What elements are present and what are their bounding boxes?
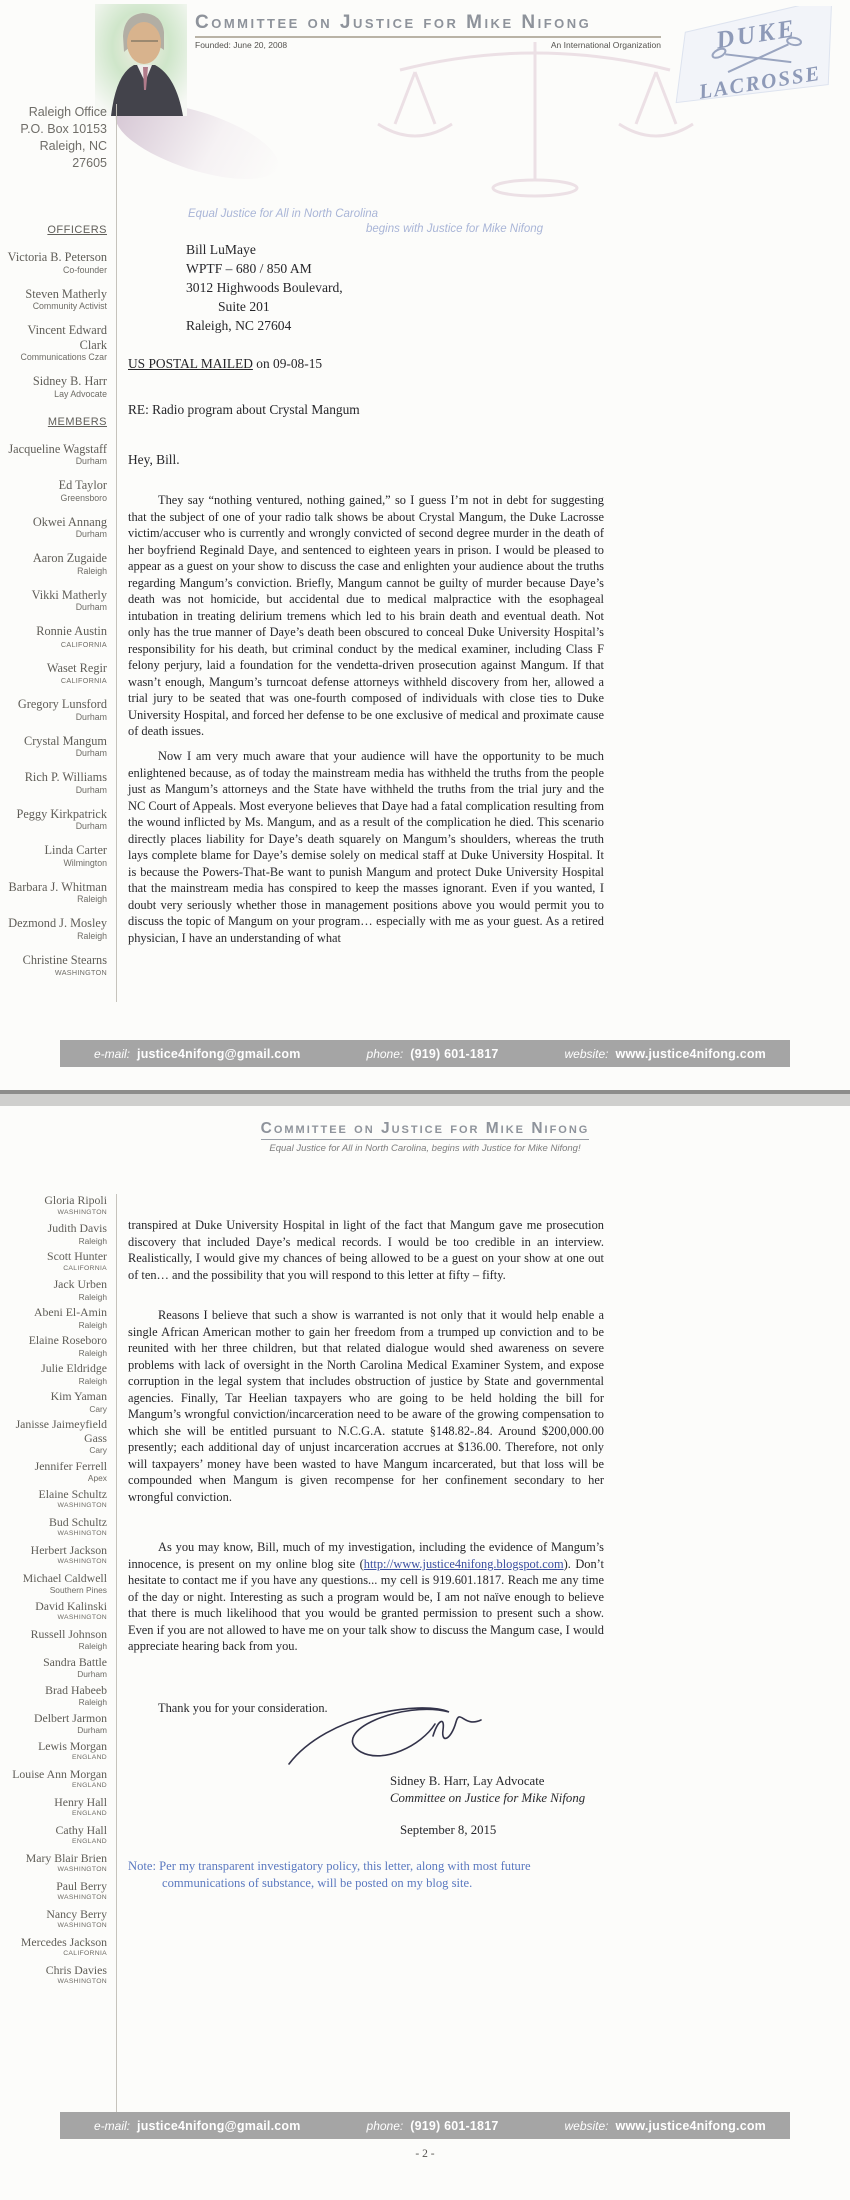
member-location: Wilmington <box>63 857 107 868</box>
tagline-left: Equal Justice for All in North Carolina <box>188 208 379 220</box>
member-location: WASHINGTON <box>54 968 107 977</box>
email-label: e-mail: <box>94 1046 131 1061</box>
member-name: Delbert Jarmon <box>33 1710 107 1725</box>
footer-email <box>94 2119 301 2133</box>
body-paragraph-1: They say “nothing ventured, nothing gained,” so I guess I’m not in debt for suggesting that the subject of one of your radio talk shows be about Crystal Mangum, the Duke Lacrosse victim/accuser who is currently and wrongly convicted of second degree murder in the death of her boyfriend Reginald Daye, and sentenced to eighteen years in prison. I would be pleased to appear as a guest on your show to discuss the case and enlighten your audience about the truths regarding Mangum’s conviction. Briefly, Mangum cannot be guilty of murder because Daye’s death was not homicide, but accidental due to medical malpractice with the esophageal intubation in treating delirium tremens which led to his brain death and eventual death. Not only has the true manner of Daye’s death been obscured to conceal Duke University Hospital’s responsibility for his death, but criminal conduct by the medical examiner, including Class F felony perjury, laid a foundation for the vendetta-driven prosecution against Mangum. If that wasn’t enough, Mangum’s turncoat defense attorneys withheld discovery from her, allowed a trial jury to be seated that was one-fourth composed of individuals with close ties to Duke University Hospital, and forced her defense to be one exclusive of medical and proximate cause of death issues. <box>128 493 604 739</box>
paragraph-5-before-link: As you may know, Bill, much of my investigation, including the evidence of Mangum’s innocence, is present on my online blog site ( <box>128 1540 604 1571</box>
member-name: Michael Caldwell <box>22 1570 107 1585</box>
member-location: Raleigh <box>78 1291 107 1302</box>
member-location: WASHINGTON <box>57 1614 107 1621</box>
member-entry <box>6 916 107 942</box>
blog-site-link[interactable]: http://www.justice4nifong.blogspot.com <box>363 1556 564 1571</box>
sidebar-page-1 <box>6 104 117 1002</box>
mailing-method-line <box>128 356 322 372</box>
member-name: Barbara J. Whitman <box>8 879 107 894</box>
member-entry <box>6 1796 107 1820</box>
member-name: Waset Regir <box>46 660 107 675</box>
member-location: Durham <box>77 1725 107 1735</box>
member-entry <box>6 1852 107 1876</box>
officer-role: Co-founder <box>62 264 107 275</box>
member-entry <box>6 1488 107 1512</box>
member-name: Okwei Annang <box>32 514 107 529</box>
officer-entry <box>6 287 107 313</box>
body-paragraph-2: Now I am very much aware that your audience will have the opportunity to be much enlightened because, as of today the mainstream media has withheld the truths from the people just as Mangum’s attorneys and the State have withheld the truths from the trial jury and the NC Court of Appeals. Most everyone believes that Daye had a fatal complication resulting from the wound inflicted by Ms. Mangum, and as a result of the complication he died. This scenario directly places liability for Daye’s death squarely on Mangum’s shoulders, whereas the truth lays complete blame for Daye’s demise solely on medical staff at Duke University Hospital. It is because the Powers-That-Be want to punish Mangum and protect Duke University Hospital that the mainstream media has conspired to keep the masses ignorant. Even if you wanted, I doubt very seriously whether those in management positions above you would permit you to discuss the topic of Mangum on your program… especially with me as your guest. As a retired physician, I have an understanding of what <box>128 749 604 945</box>
handwritten-signature <box>283 1698 493 1776</box>
member-name: Ronnie Austin <box>36 624 107 638</box>
letter-page-2 <box>0 1106 850 2200</box>
member-name: Mary Blair Brien <box>25 1850 107 1865</box>
phone-label: phone: <box>366 2118 404 2133</box>
member-name: Judith Davis <box>47 1221 107 1235</box>
member-entry <box>6 1418 107 1455</box>
member-entry <box>6 1768 107 1792</box>
member-location: Southern Pines <box>49 1585 107 1595</box>
email-value: justice4nifong@gmail.com <box>137 1046 301 1061</box>
founded-date: Founded: June 20, 2008 <box>195 40 288 50</box>
body-paragraph-3: transpired at Duke University Hospital in light of the fact that Mangum gave me prosecution discovery that included Daye’s medical records. I would be too credible in an interview. Realistically, I would give my chances of being allowed to be a guest on your show at one out of ten… and the possibility that you will respond to this letter at fifty – fifty. <box>128 1218 604 1282</box>
raleigh-office-address <box>6 104 107 172</box>
member-name: Mercedes Jackson <box>20 1934 107 1949</box>
member-entry <box>6 1460 107 1484</box>
member-name: Nancy Berry <box>46 1906 107 1921</box>
member-entry <box>6 1278 107 1302</box>
member-entry <box>6 515 107 541</box>
recipient-address-line: 3012 Highwoods Boulevard, <box>186 280 343 295</box>
member-location: Raleigh <box>78 1697 107 1707</box>
page-2-subtitle: Equal Justice for All in North Carolina, begins with Justice for Mike Nifong! <box>269 1143 581 1154</box>
recipient-address-line: Raleigh, NC 27604 <box>186 318 292 333</box>
mailing-method-underlined: US POSTAL MAILED <box>128 356 253 371</box>
email-value: justice4nifong@gmail.com <box>137 2118 301 2133</box>
member-name: Jack Urben <box>53 1277 107 1291</box>
member-name: Abeni El-Amin <box>33 1305 107 1319</box>
member-entry <box>6 1880 107 1904</box>
member-entry <box>6 661 107 687</box>
officer-name: Steven Matherly <box>25 286 107 301</box>
member-name: Dezmond J. Mosley <box>8 916 107 930</box>
member-name: Russell Johnson <box>30 1626 107 1641</box>
member-name: Brad Habeeb <box>45 1682 107 1697</box>
member-name: Lewis Morgan <box>38 1738 107 1753</box>
member-location: CALIFORNIA <box>63 1950 107 1957</box>
member-name: Crystal Mangum <box>24 733 107 748</box>
member-name: Janisse Jaimeyfield Gass <box>15 1417 107 1445</box>
recipient-address <box>186 240 343 335</box>
member-entry <box>6 1600 107 1624</box>
email-label: e-mail: <box>94 2118 131 2133</box>
officers-list <box>6 250 107 400</box>
office-address-line: P.O. Box 10153 <box>20 122 107 136</box>
pennant-text-lacrosse: LACROSSE <box>697 60 823 104</box>
member-name: David Kalinski <box>35 1598 107 1613</box>
phone-label: phone: <box>366 1046 404 1061</box>
member-entry <box>6 1712 107 1736</box>
footer-bar-page-2 <box>60 2112 790 2139</box>
member-location: WASHINGTON <box>57 1558 107 1565</box>
member-location: Durham <box>75 602 107 612</box>
members-list-page-1 <box>6 442 107 979</box>
member-location: WASHINGTON <box>57 1502 107 1509</box>
member-location: Raleigh <box>77 565 107 576</box>
member-name: Henry Hall <box>54 1794 107 1809</box>
recipient-address-line: Suite 201 <box>218 299 270 314</box>
phone-value: (919) 601-1817 <box>410 1046 499 1061</box>
org-subtitle: An International Organization <box>550 40 661 50</box>
office-address-line: 27605 <box>72 156 107 170</box>
member-entry <box>6 1516 107 1540</box>
signature-name: Sidney B. Harr, Lay Advocate <box>390 1774 545 1788</box>
footer-email <box>94 1047 301 1061</box>
officer-role: Lay Advocate <box>54 388 107 399</box>
tagline-right: begins with Justice for Mike Nifong <box>366 223 544 235</box>
members-list-page-2 <box>6 1194 107 1987</box>
member-name: Christine Stearns <box>22 952 107 967</box>
member-entry <box>6 1656 107 1680</box>
member-location: ENGLAND <box>72 1838 107 1845</box>
member-entry <box>6 551 107 577</box>
phone-value: (919) 601-1817 <box>410 2118 499 2133</box>
member-location: WASHINGTON <box>57 1978 107 1985</box>
body-paragraph-4: Reasons I believe that such a show is warranted is not only that it would help enable a single African American mother to gain her freedom from a trumped up conviction and to be reunited with her three children, but that related dialogue would shed awareness on severe problems with lack of oversight in the North Carolina Medical Examiner System, and expose corruption in the legal system that includes obstruction of justice by State and governmental agencies. Finally, Tar Heelian taxpayers who are going to be held holding the bill for Mangum’s wrongful conviction/incarceration need to be aware of the growing compensation to which she will be entitled pursuant to N.C.G.A. statute §148.82-.84. Around $200,000.00 presently; each additional day of unjust incarceration accrues at $136.00. Therefore, not only will taxpayers’ money have been wasted to have Mangum incarcerated, but that loss will be compounded when Mangum is given recompense for her confinement secondary to her wrongful conviction. <box>128 1308 604 1504</box>
member-location: Durham <box>75 748 107 758</box>
member-entry <box>6 1250 107 1274</box>
member-entry <box>6 1964 107 1988</box>
office-address-line: Raleigh, NC <box>39 139 107 153</box>
footer-phone <box>367 2119 499 2133</box>
pennant-text-duke: DUKE <box>714 14 799 55</box>
member-location: Raleigh <box>78 1347 107 1358</box>
member-entry <box>6 442 107 468</box>
footer-website <box>564 2119 766 2133</box>
member-name: Linda Carter <box>44 843 107 857</box>
member-location: Raleigh <box>78 1641 107 1651</box>
member-name: Vikki Matherly <box>31 587 107 602</box>
member-name: Peggy Kirkpatrick <box>16 806 107 821</box>
member-location: Durham <box>75 529 107 539</box>
member-name: Elaine Roseboro <box>28 1333 107 1347</box>
member-location: Greensboro <box>60 492 107 503</box>
member-name: Cathy Hall <box>55 1822 107 1837</box>
sidebar-page-2 <box>6 1194 117 2124</box>
member-name: Scott Hunter <box>47 1249 107 1263</box>
officer-name: Sidney B. Harr <box>32 374 107 388</box>
member-name: Gloria Ripoli <box>44 1193 107 1207</box>
page-2-title: Committee on Justice for Mike Nifong <box>261 1120 590 1140</box>
member-location: Raleigh <box>78 1375 107 1386</box>
website-label: website: <box>564 2118 609 2133</box>
member-location: WASHINGTON <box>57 1866 107 1873</box>
officer-name: Victoria B. Peterson <box>7 250 107 264</box>
member-entry <box>6 880 107 906</box>
officers-heading: OFFICERS <box>47 224 107 236</box>
footer-phone <box>367 1047 499 1061</box>
officer-entry <box>6 323 107 363</box>
letterhead <box>195 12 661 50</box>
member-entry <box>6 478 107 504</box>
member-location: Durham <box>75 711 107 722</box>
member-entry <box>6 697 107 723</box>
member-entry <box>6 1824 107 1848</box>
member-name: Elaine Schultz <box>38 1486 107 1501</box>
member-name: Sandra Battle <box>43 1654 107 1669</box>
member-name: Jennifer Ferrell <box>34 1458 107 1473</box>
page-number: - 2 - <box>415 2148 435 2160</box>
salutation: Hey, Bill. <box>128 452 180 467</box>
member-entry <box>6 588 107 614</box>
member-location: CALIFORNIA <box>60 639 107 649</box>
member-entry <box>6 734 107 760</box>
member-location: Raleigh <box>77 894 107 904</box>
member-entry <box>6 1390 107 1414</box>
signature-organization: Committee on Justice for Mike Nifong <box>390 1791 586 1805</box>
member-location: CALIFORNIA <box>63 1264 107 1272</box>
member-entry <box>6 1334 107 1358</box>
member-name: Aaron Zugaide <box>32 551 107 565</box>
member-location: CALIFORNIA <box>60 676 107 685</box>
member-name: Chris Davies <box>45 1962 107 1977</box>
member-entry <box>6 1194 107 1218</box>
officer-role: Communications Czar <box>20 352 107 362</box>
member-name: Paul Berry <box>56 1878 107 1893</box>
member-entry <box>6 807 107 833</box>
member-location: WASHINGTON <box>57 1922 107 1929</box>
officer-entry <box>6 250 107 276</box>
member-entry <box>6 1222 107 1246</box>
member-name: Julie Eldridge <box>41 1361 107 1375</box>
member-entry <box>6 843 107 869</box>
paragraph-5-after-link: ). Don’t hesitate to contact me if you have any questions... my cell is 919.601.1817. Reach me any time of the day or night. Interesting as such a program would be, I am not naïve enough to believe that there is much likelihood that you would be granted permission to present such a show. Even if you are not allowed to have me on your talk show to discuss the Mangum case, I would appreciate hearing back from you. <box>128 1556 604 1654</box>
member-entry <box>6 1628 107 1652</box>
member-name: Herbert Jackson <box>30 1542 107 1557</box>
body-paragraph-5 <box>128 1539 604 1655</box>
member-entry <box>6 1544 107 1568</box>
member-location: Durham <box>75 821 107 831</box>
member-entry <box>6 1306 107 1330</box>
member-name: Louise Ann Morgan <box>12 1766 107 1781</box>
website-value: www.justice4nifong.com <box>615 1046 766 1061</box>
member-location: WASHINGTON <box>57 1530 107 1537</box>
member-location: Durham <box>77 1669 107 1679</box>
office-address-line: Raleigh Office <box>28 105 107 119</box>
member-entry <box>6 1908 107 1932</box>
member-location: Raleigh <box>77 930 107 941</box>
member-name: Rich P. Williams <box>24 770 107 784</box>
member-location: Durham <box>75 456 107 466</box>
member-location: Apex <box>87 1473 107 1483</box>
member-name: Ed Taylor <box>58 478 107 492</box>
member-entry <box>6 1362 107 1386</box>
member-location: WASHINGTON <box>57 1208 107 1216</box>
letter-page-1 <box>0 0 850 1094</box>
website-label: website: <box>564 1046 609 1061</box>
website-value: www.justice4nifong.com <box>615 2118 766 2133</box>
member-location: ENGLAND <box>72 1782 107 1789</box>
member-location: Durham <box>75 784 107 795</box>
closing-line: Thank you for your consideration. <box>158 1701 328 1716</box>
mailing-date: on 09-08-15 <box>252 356 323 371</box>
member-name: Jacqueline Wagstaff <box>8 441 107 456</box>
member-entry <box>6 1572 107 1596</box>
subject-line: RE: Radio program about Crystal Mangum <box>128 402 360 417</box>
member-entry <box>6 1936 107 1960</box>
member-entry <box>6 1684 107 1708</box>
member-location: Cary <box>89 1445 107 1455</box>
officer-name: Vincent Edward Clark <box>27 323 107 352</box>
recipient-address-line: Bill LuMaye <box>186 242 256 257</box>
member-name: Gregory Lunsford <box>17 697 107 711</box>
member-location: Raleigh <box>78 1319 107 1330</box>
member-entry <box>6 624 107 650</box>
member-location: ENGLAND <box>72 1810 107 1817</box>
member-entry <box>6 953 107 979</box>
officer-role: Community Activist <box>32 301 107 311</box>
members-heading: MEMBERS <box>47 415 107 428</box>
officer-entry <box>6 374 107 400</box>
member-entry <box>6 770 107 796</box>
member-location: Raleigh <box>78 1235 107 1246</box>
recipient-address-line: WPTF – 680 / 850 AM <box>186 261 312 276</box>
page-2-header <box>0 1120 850 1154</box>
blog-posting-note: Note: Per my transparent investigatory policy, this letter, along with most future communications of substance, will be posted on my blog site. <box>128 1859 531 1890</box>
member-name: Bud Schultz <box>49 1514 107 1529</box>
member-location: Cary <box>89 1403 107 1414</box>
letterhead-title: Committee on Justice for Mike Nifong <box>195 12 661 38</box>
footer-bar-page-1 <box>60 1040 790 1067</box>
mike-nifong-photo <box>95 4 187 116</box>
letter-date: September 8, 2015 <box>400 1823 497 1837</box>
member-name: Kim Yaman <box>50 1389 107 1403</box>
member-location: ENGLAND <box>72 1754 107 1761</box>
duke-lacrosse-pennant <box>660 6 846 108</box>
footer-website <box>564 1047 766 1061</box>
member-location: WASHINGTON <box>57 1894 107 1901</box>
member-entry <box>6 1740 107 1764</box>
